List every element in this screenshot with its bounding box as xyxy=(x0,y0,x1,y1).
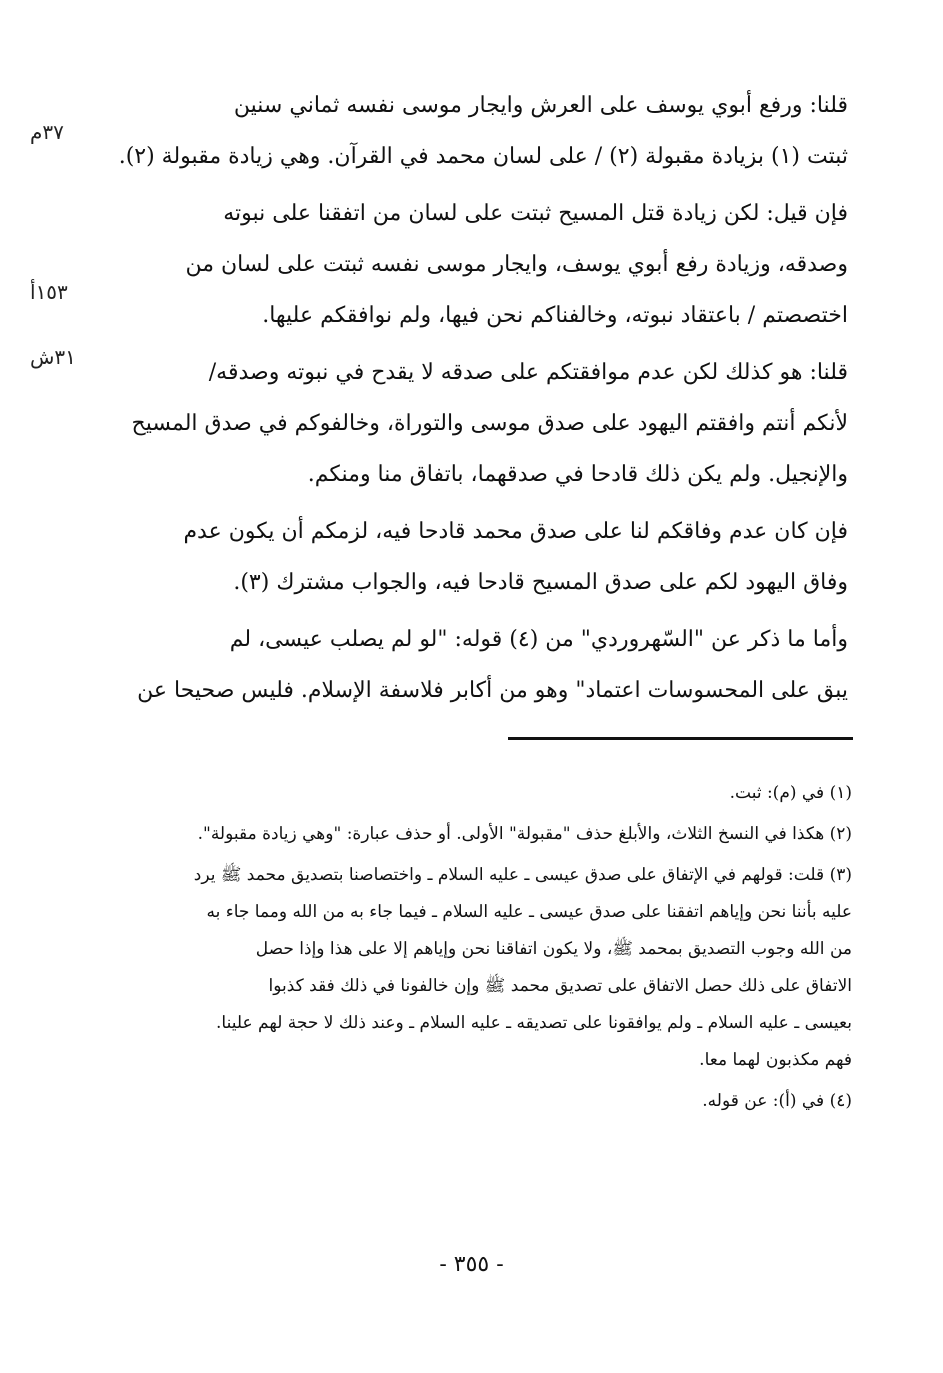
page-number: - ٣٥٥ - xyxy=(439,1252,504,1277)
text-line: فإن قيل: لكن زيادة قتل المسيح ثبتت على لسان من اتفقنا على نبوته xyxy=(223,201,848,226)
text-line: وفاق اليهود لكم على صدق المسيح قادحا فيه، والجواب مشترك (٣). xyxy=(233,570,848,595)
footnote-line: (٣) قلت: قولهم في الإتفاق على صدق عيسى ـ عليه السلام ـ واختصاصنا بتصديق محمد ﷺ يرد xyxy=(193,865,852,885)
text-line: قلنا: هو كذلك لكن عدم موافقتكم على صدقه لا يقدح في نبوته وصدقه/ xyxy=(208,360,848,385)
main-text xyxy=(118,80,848,716)
paragraph-5 xyxy=(118,614,848,716)
paragraph-3 xyxy=(118,347,848,500)
footnote-line: فهم مكذبون لهما معا. xyxy=(699,1050,852,1070)
footnotes xyxy=(118,775,852,1124)
text-line: فإن كان عدم وفاقكم لنا على صدق محمد قادحا فيه، لزمكم أن يكون عدم xyxy=(183,519,848,544)
margin-note-sh31: ٣١ش xyxy=(30,345,76,369)
footnote-separator xyxy=(508,737,853,740)
footnote-1: (١) في (م): ثبت. xyxy=(729,783,852,803)
paragraph-4 xyxy=(118,506,848,608)
margin-note-m37: ٣٧م xyxy=(30,120,64,144)
text-line: وصدقه، وزيادة رفع أبوي يوسف، وايجار موسى نفسه ثبتت على لسان من xyxy=(185,252,848,277)
text-line: ثبتت (١) بزيادة مقبولة (٢) / على لسان محمد في القرآن. وهي زيادة مقبولة (٢). xyxy=(118,144,848,169)
footnote-4: (٤) في (أ): عن قوله. xyxy=(702,1091,852,1111)
text-line: وأما ما ذكر عن "السّهروردي" من (٤) قوله: "لو لم يصلب عيسى، لم xyxy=(229,627,848,652)
margin-note-a153: ١٥٣أ xyxy=(30,280,68,304)
text-line: قلنا: ورفع أبوي يوسف على العرش وايجار موسى نفسه ثماني سنين xyxy=(233,93,848,118)
footnote-line: الاتفاق على ذلك حصل الاتفاق على تصديق محمد ﷺ وإن خالفونا في ذلك فقد كذبوا xyxy=(268,976,852,996)
footnote-line: من الله وجوب التصديق بمحمد ﷺ، ولا يكون اتفاقنا نحن وإياهم إلا على هذا وإذا حصل xyxy=(255,939,852,959)
text-line: يبق على المحسوسات اعتماد" وهو من أكابر فلاسفة الإسلام. فليس صحيحا عن xyxy=(137,678,848,703)
paragraph-2 xyxy=(118,188,848,341)
footnote-3 xyxy=(118,857,852,1079)
text-line: والإنجيل. ولم يكن ذلك قادحا في صدقهما، باتفاق منا ومنكم. xyxy=(307,462,848,487)
text-line: اختصصتم / باعتقاد نبوته، وخالفناكم نحن فيها، ولم نوافقكم عليها. xyxy=(262,303,848,328)
footnote-2: (٢) هكذا في النسخ الثلاث، والأبلغ حذف "مقبولة" الأولى. أو حذف عبارة: "وهي زيادة مقبولة". xyxy=(197,824,852,844)
paragraph-1 xyxy=(118,80,848,182)
footnote-line: عليه بأننا نحن وإياهم اتفقنا على صدق عيسى ـ عليه السلام ـ فيما جاء به من الله ومما جاء به xyxy=(206,902,852,922)
footnote-line: بعيسى ـ عليه السلام ـ ولم يوافقونا على تصديقه ـ عليه السلام ـ وعند ذلك لا حجة لهم علينا. xyxy=(216,1013,852,1033)
text-line: لأنكم أنتم وافقتم اليهود على صدق موسى والتوراة، وخالفوكم في صدق المسيح xyxy=(131,411,848,436)
